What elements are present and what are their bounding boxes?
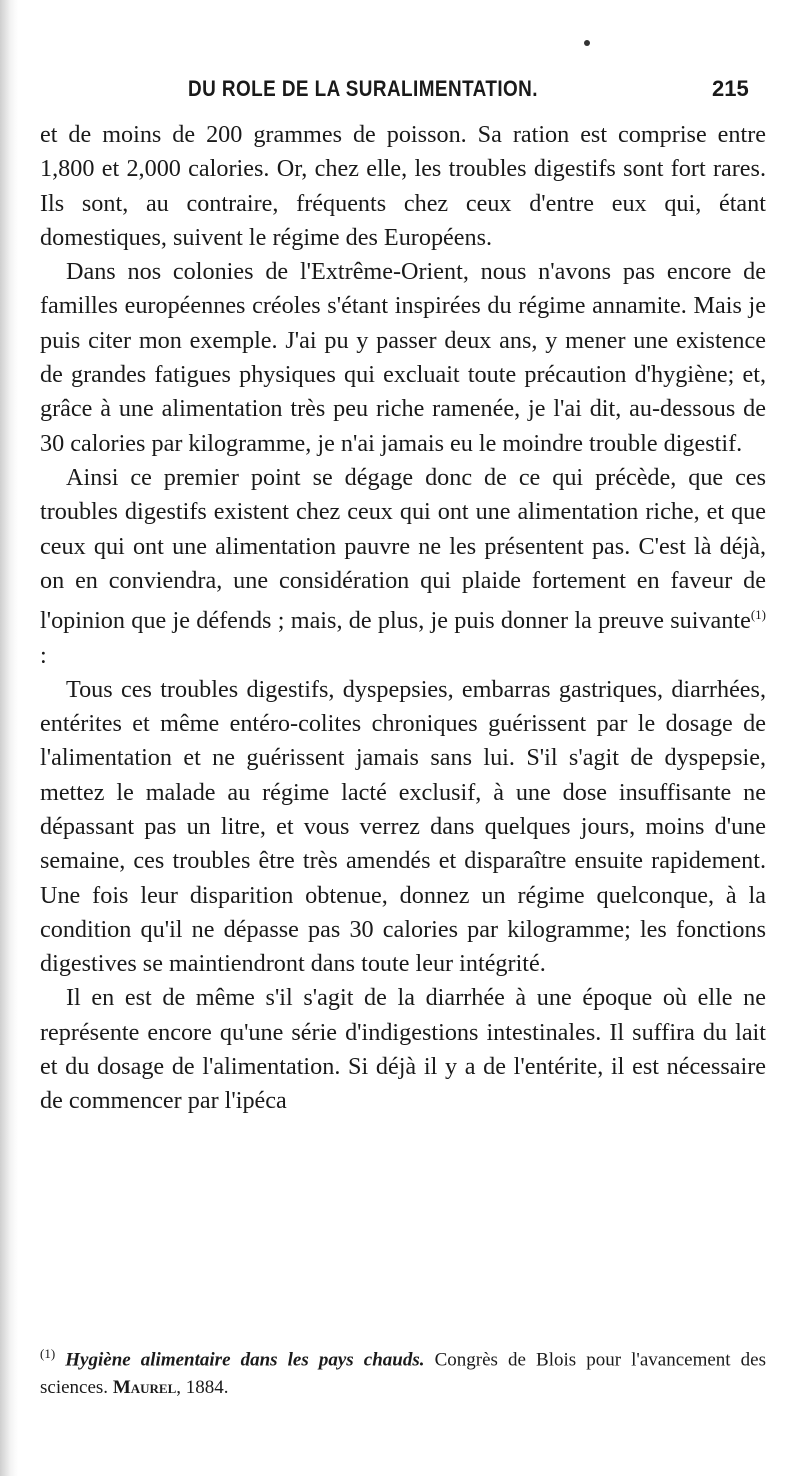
footnote-author: Maurel <box>112 1377 177 1399</box>
footnote <box>40 1340 766 1402</box>
print-speck <box>584 40 590 46</box>
running-title: DU ROLE DE LA SURALIMENTATION. <box>188 76 538 101</box>
footnote-title: Hygiène alimentaire dans les pays chauds. <box>65 1349 425 1371</box>
paragraph <box>40 461 766 673</box>
paragraph: et de moins de 200 grammes de poisson. Sa ration est comprise entre 1,800 et 2,000 calories. Or, chez elle, les troubles digestifs sont fort rares. Ils sont, au contraire, fréquents chez ceux d'entre eux qui, étant domestiques, suivent le régime des Européens. <box>40 121 766 251</box>
footnote-marker: (1) <box>40 1346 56 1361</box>
footnote-text: Congrès de Blois pour l'avancement des sciences. <box>40 1349 767 1399</box>
footnote-year: , 1884. <box>176 1377 229 1399</box>
paragraph-colon: : <box>40 641 47 669</box>
paragraph: Il en est de même s'il s'agit de la diarrhée à une époque où elle ne représente encore qu'une série d'indigestions intestinales. Il suffira du lait et du dosage de l'alimentation. Si déjà il y a de l'entérite, il est nécessaire de commencer par l'ipéca <box>40 984 766 1115</box>
paragraph: Tous ces troubles digestifs, dyspepsies, embarras gastriques, diarrhées, entérites et même entéro-colites chroniques guérissent par le dosage de l'alimentation et ne guérissent jamais sans lui. S'il s'agit de dyspepsie, mettez le malade au régime lacté exclusif, à une dose insuffisante ne dépassant pas un litre, et vous verrez dans quelques jours, moins d'une semaine, ces troubles être très amendés et disparaître ensuite rapidement. Une fois leur disparition obtenue, donnez un régime quelconque, à la condition qu'il ne dépasse pas 30 calories par kilogramme; les fonctions digestives se maintiendront dans toute leur intégrité. <box>40 675 766 978</box>
page-edge-shadow <box>0 0 18 1476</box>
body-text <box>40 118 766 1119</box>
footnote-reference: (1) <box>750 607 766 623</box>
paragraph-text: Ainsi ce premier point se dégage donc de ce qui précède, que ces troubles digestifs existent chez ceux qui ont une alimentation riche, et que ceux qui ont une alimentation pauvre ne les présentent pas. C'est là déjà, on en conviendra, une considération qui plaide fortement en faveur de l'opinion que je défends ; mais, de plus, je puis donner la preuve suivante <box>40 463 766 635</box>
page-number: 215 <box>712 76 749 101</box>
paragraph: Dans nos colonies de l'Extrême-Orient, nous n'avons pas encore de familles européennes créoles s'étant inspirées du régime annamite. Mais je puis citer mon exemple. J'ai pu y passer deux ans, y mener une existence de grandes fatigues physiques qui excluait toute précaution d'hygiène; et, grâce à une alimentation très peu riche ramenée, je l'ai dit, au-dessous de 30 calories par kilogramme, je n'ai jamais eu le moindre trouble digestif. <box>40 258 766 457</box>
page-header <box>0 76 800 112</box>
